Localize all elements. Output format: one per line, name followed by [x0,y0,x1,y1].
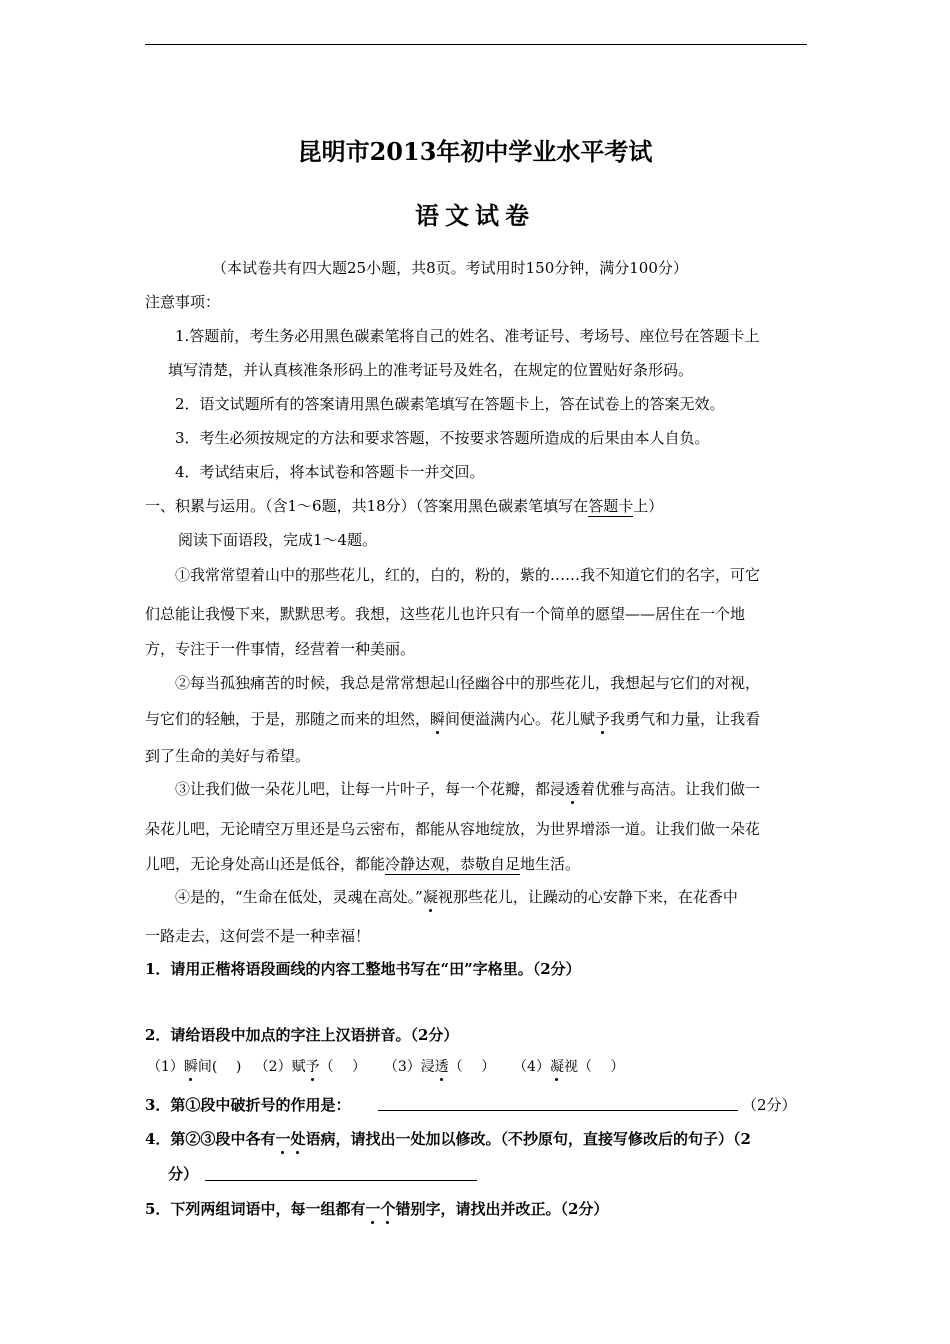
q2-option-2 [255,1059,366,1075]
q2-o3-dot: 透 [435,1056,449,1076]
passage-p3-line-1 [175,778,760,799]
notice-item-2: 2．语文试题所有的答案请用黑色碳素笔填写在答题卡上，答在试卷上的答案无效。 [175,395,725,413]
q2-o4-dot: 凝 [550,1056,564,1076]
q5-text-b: 错别字，请找出并改正。（2分） [395,1200,609,1218]
p2-text-a: 与它们的轻触，于是，那随之而来的坦然， [145,710,431,728]
p4-text-b: 视那些花儿，让躁动的心安静下来，在花香中 [437,888,738,906]
question-4-answer-line[interactable] [205,1180,477,1181]
question-2-options [147,1056,624,1076]
question-3-answer-line[interactable] [378,1110,738,1111]
question-3-score: （2分） [742,1096,797,1114]
passage-p4-line-1 [175,886,738,907]
question-4 [145,1128,751,1149]
section-1-heading-text: 一、积累与运用。（含1～6题，共18分）（答案用黑色碳素笔填写在 [145,497,589,515]
dotted-char-ning: 凝 [422,888,438,906]
section-1-heading [145,495,663,516]
underlined-phrase: 冷静达观，恭敬自足 [385,855,521,873]
notice-item-1-line-1: 1.答题前，考生务必用黑色碳素笔将自己的姓名、准考证号、考场号、座位号在答题卡上 [175,327,760,345]
q2-option-1 [147,1059,241,1075]
notice-heading: 注意事项： [145,293,221,311]
q5-dot-yi: 一 [365,1200,381,1218]
q4-text-a: 4．第②③段中各有 [145,1130,276,1148]
dotted-char-yu: 予 [595,710,611,728]
q2-o3-suffix: （ ） [448,1059,496,1075]
question-4-score: 分） [168,1165,199,1183]
q4-text-b: 语病，请找出一处加以修改。（不抄原句，直接写修改后的句子）（2 [305,1130,751,1148]
p3-text-d: 地生活。 [520,855,581,873]
passage-p4-line-2: 一路走去，这何尝不是一种幸福！ [145,927,371,945]
exam-title: 昆明市2013年初中学业水平考试 [297,137,653,166]
notice-item-4: 4．考试结束后，将本试卷和答题卡一并交回。 [175,463,485,481]
q2-o1-prefix: （1） [147,1059,184,1075]
q2-option-3 [384,1059,495,1075]
notice-item-3: 3．考生必须按规定的方法和要求答题，不按要求答题所造成的后果由本人自负。 [175,429,710,447]
passage-p2-line-1: ②每当孤独痛苦的时候，我总是常常想起山径幽谷中的那些花儿，我想起与它们的对视， [175,674,761,692]
q5-dot-ge: 个 [380,1200,396,1218]
p3-text-b: 着优雅与高洁。让我们做一 [580,780,761,798]
passage-p2-line-3: 到了生命的美好与希望。 [145,747,311,765]
q2-o1-suffix: 间( ) [197,1059,242,1075]
q2-o2-dot: 予 [306,1056,320,1076]
passage-p1-line-2: 们总能让我慢下来，默默思考。我想，这些花儿也许只有一个简单的愿望——居住在一个地 [145,605,746,623]
q5-text-a: 5．下列两组词语中，每一组都有 [145,1200,366,1218]
p3-text-c: 儿吧，无论身处高山还是低谷，都能 [145,855,386,873]
p4-text-a: ④是的，“生命在低处，灵魂在高处。” [175,888,423,906]
dotted-char-shun: 瞬 [430,710,446,728]
q2-option-4 [513,1059,624,1075]
answer-card-underlined: 答题卡 [588,497,634,515]
q2-o4-prefix: （4） [513,1059,550,1075]
question-1: 1．请用正楷将语段画线的内容工整地书写在“田”字格里。（2分） [145,960,581,978]
section-1-heading-end: 上） [633,497,664,515]
passage-p2-line-2 [145,708,760,729]
q4-dot-chu: 处 [290,1130,306,1148]
q2-o4-suffix: 视（ ） [563,1059,625,1075]
p2-text-b: 间便溢满内心。花儿赋 [445,710,596,728]
question-5 [145,1198,608,1219]
question-3: 3．第①段中破折号的作用是： [145,1096,351,1114]
p2-text-c: 我勇气和力量，让我看 [610,710,761,728]
p3-text-a: ③让我们做一朵花儿吧，让每一片叶子，每一个花瓣，都浸 [175,780,566,798]
notice-item-1-line-2: 填写清楚，并认真核准条形码上的准考证号及姓名，在规定的位置贴好条形码。 [168,361,694,379]
q2-o2-suffix: （ ） [319,1059,367,1075]
subject-title: 语文试卷 [415,201,535,230]
q2-o3-prefix: （3）浸 [383,1059,435,1075]
exam-info: （本试卷共有四大题25小题，共8页。考试用时150分钟，满分100分） [212,259,688,277]
q2-o2-prefix: （2）赋 [254,1059,306,1075]
passage-p1-line-1: ①我常常望着山中的那些花儿，红的，白的，粉的，紫的……我不知道它们的名字，可它 [175,566,761,584]
question-2: 2．请给语段中加点的字注上汉语拼音。（2分） [145,1026,459,1044]
passage-p1-line-3: 方，专注于一件事情，经营着一种美丽。 [145,640,416,658]
dotted-char-tou: 透 [565,780,581,798]
passage-p3-line-2: 朵花儿吧，无论晴空万里还是乌云密布，都能从容地绽放，为世界增添一道。让我们做一朵花 [145,820,761,838]
passage-p3-line-3 [145,853,580,874]
q2-o1-dot: 瞬 [184,1056,198,1076]
q4-dot-yi: 一 [275,1130,291,1148]
header-rule [145,44,807,45]
section-1-instruction: 阅读下面语段，完成1～4题。 [178,531,378,549]
